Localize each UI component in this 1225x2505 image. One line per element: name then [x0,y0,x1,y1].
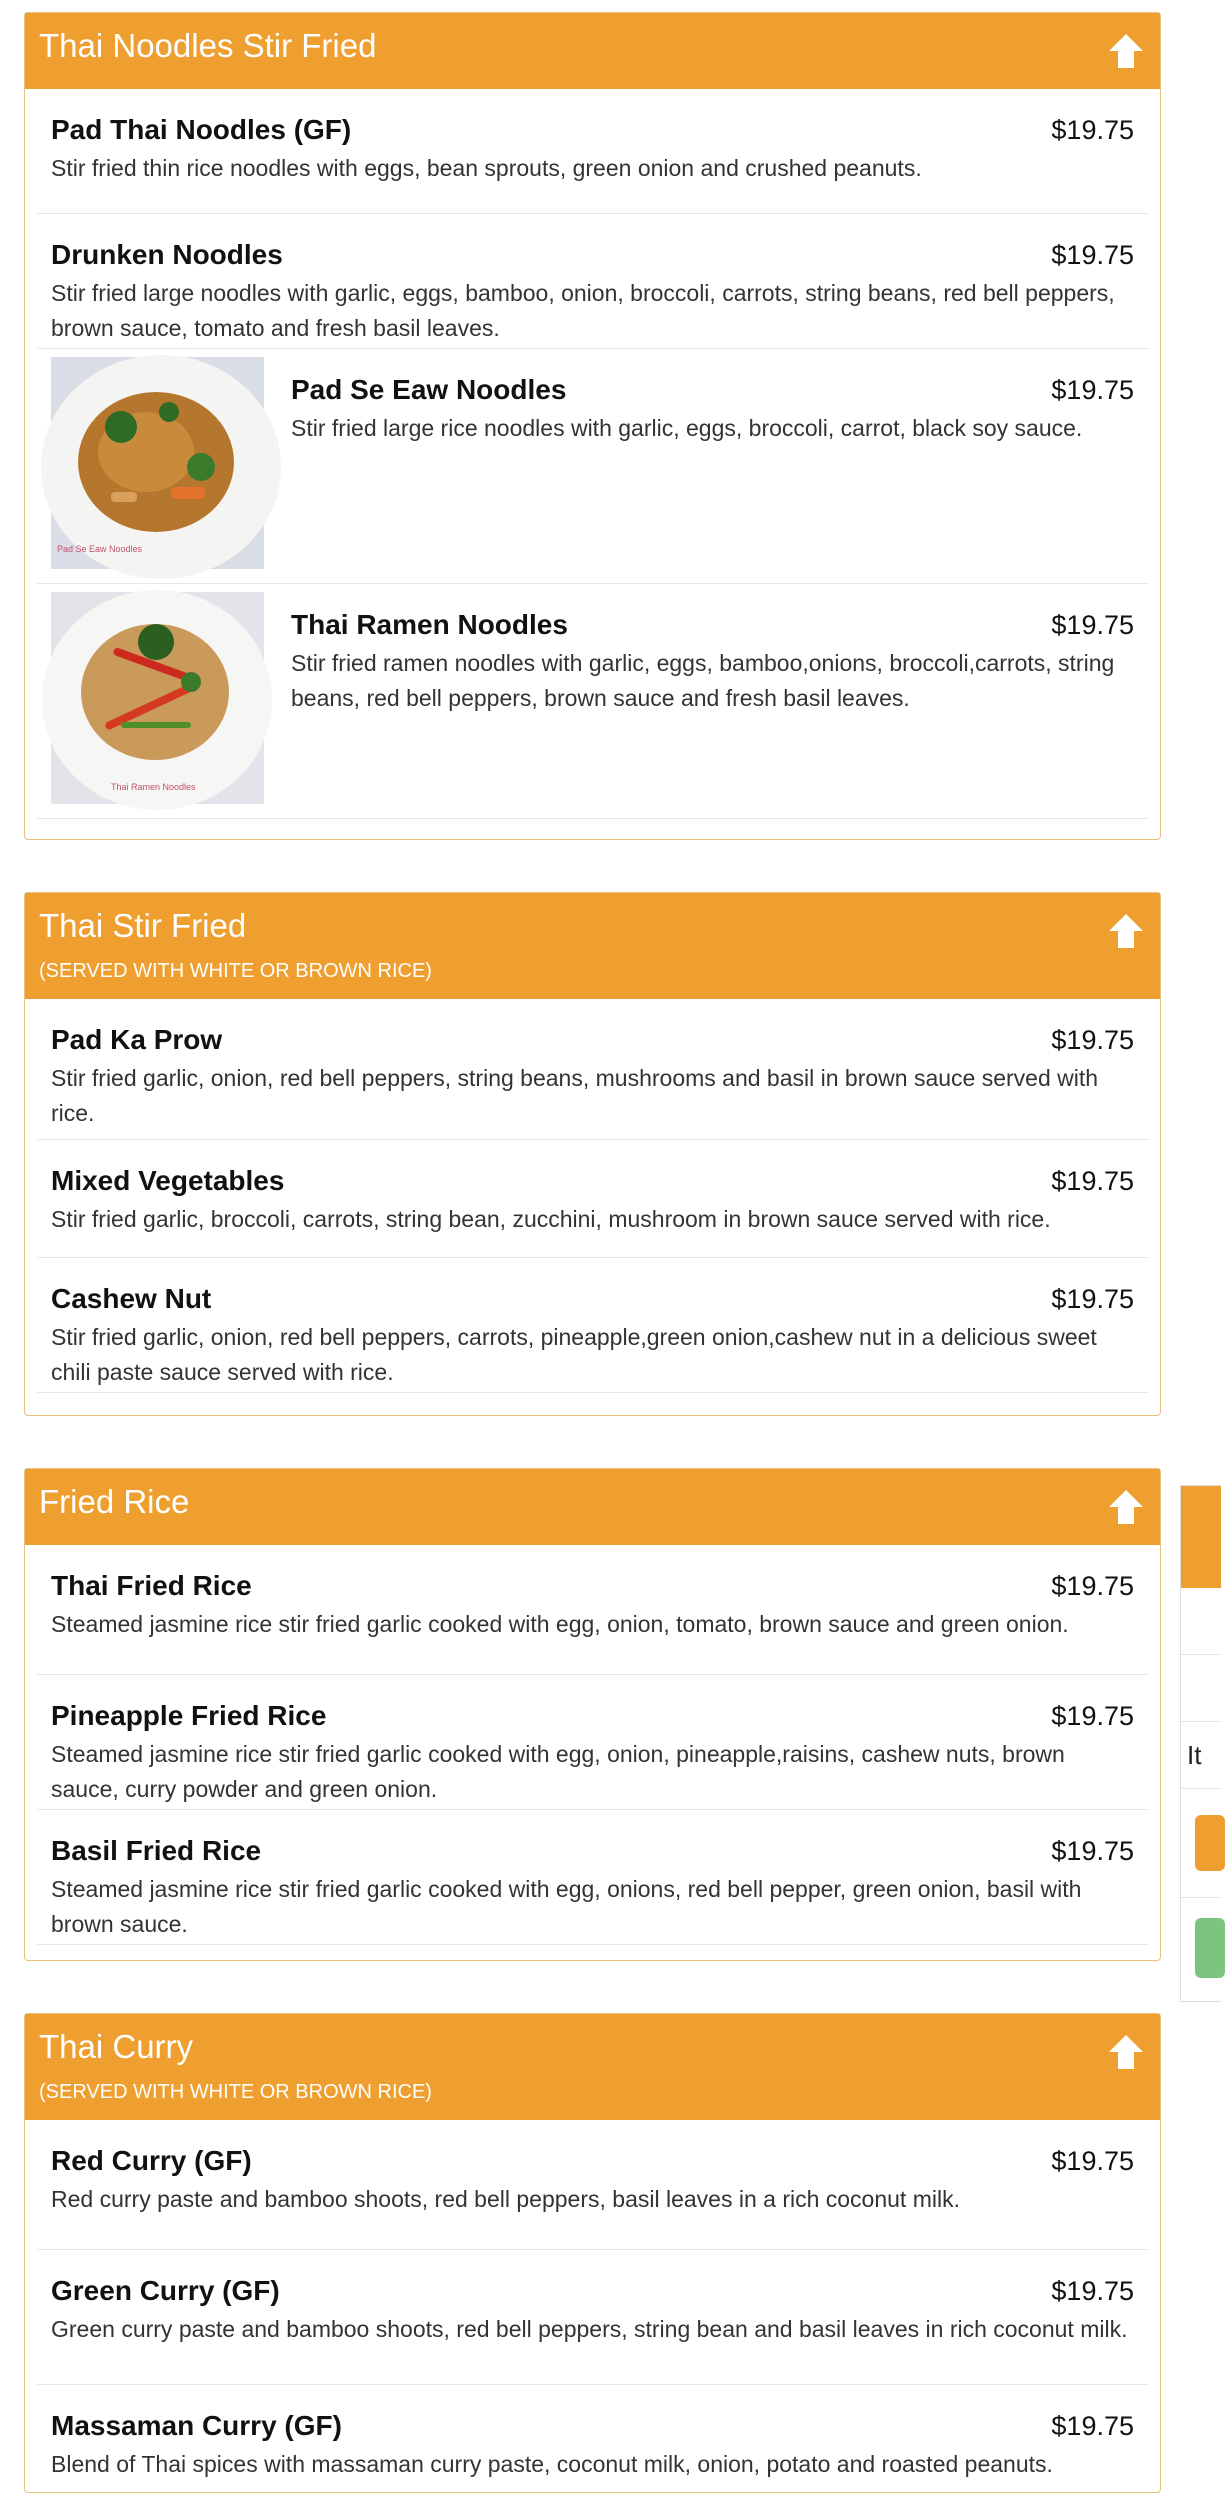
item-name: Cashew Nut [51,1283,212,1314]
side-panel-divider [1181,1588,1221,1655]
item-price: $19.75 [1051,1701,1134,1731]
item-name: Massaman Curry (GF) [51,2410,342,2441]
menu-item[interactable] [37,1810,1148,1945]
menu-item[interactable] [37,1258,1148,1393]
item-price: $19.75 [1051,375,1134,405]
item-name: Pad Se Eaw Noodles [291,374,567,405]
menu-item[interactable] [37,1545,1148,1675]
item-name: Thai Ramen Noodles [291,609,568,640]
item-price: $19.75 [1051,1836,1134,1866]
side-green-button[interactable] [1195,1918,1225,1978]
section-title: Thai Noodles Stir Fried [39,27,377,64]
item-price: $19.75 [1051,1025,1134,1055]
side-orange-button[interactable] [1195,1815,1225,1871]
menu-item[interactable] [37,1140,1148,1258]
menu-item[interactable] [37,2120,1148,2250]
item-name: Drunken Noodles [51,239,283,270]
section-header[interactable] [25,2014,1160,2120]
item-description: Steamed jasmine rice stir fried garlic cooked with egg, onion, tomato, brown sauce and green onion. [51,1611,1069,1637]
item-description: Stir fried large rice noodles with garlic, eggs, broccoli, carrot, black soy sauce. [291,415,1083,441]
section-header[interactable] [25,893,1160,999]
side-panel-divider [1181,1655,1221,1722]
side-panel-row [1181,1898,1221,1998]
item-name: Green Curry (GF) [51,2275,280,2306]
section-title: Thai Curry [39,2028,194,2065]
item-description: Stir fried thin rice noodles with eggs, bean sprouts, green onion and crushed peanuts. [51,155,922,181]
item-price: $19.75 [1051,240,1134,270]
menu-item[interactable] [37,2250,1148,2385]
menu-item[interactable] [37,214,1148,349]
item-name: Red Curry (GF) [51,2145,252,2176]
item-description: Green curry paste and bamboo shoots, red bell peppers, string bean and basil leaves in rich coconut milk. [51,2316,1128,2342]
item-price: $19.75 [1051,1166,1134,1196]
arrow-up-icon[interactable] [1106,1487,1146,1527]
menu-item[interactable] [37,1675,1148,1810]
item-description: Stir fried large noodles with garlic, eggs, bamboo, onion, broccoli, carrots, string beans, red bell peppers, brown sauce, tomato and fresh basil leaves. [51,280,1115,341]
side-panel-text: It [1181,1722,1221,1789]
image-caption: Thai Ramen Noodles [111,782,196,792]
item-name: Pad Ka Prow [51,1024,223,1055]
item-name: Pineapple Fried Rice [51,1700,327,1731]
section-subtitle: (SERVED WITH WHITE OR BROWN RICE) [39,2081,432,2103]
side-panel-header [1181,1486,1221,1588]
menu-items [25,999,1160,1393]
menu-item[interactable] [37,999,1148,1140]
item-price: $19.75 [1051,610,1134,640]
item-description: Blend of Thai spices with massaman curry paste, coconut milk, onion, potato and roasted peanuts. [51,2451,1053,2477]
section-header[interactable] [25,13,1160,89]
item-price: $19.75 [1051,115,1134,145]
item-description: Red curry paste and bamboo shoots, red bell peppers, basil leaves in a rich coconut milk. [51,2186,960,2212]
side-order-panel[interactable] [1180,1485,1221,2002]
dish-image[interactable] [51,592,264,804]
side-panel-row [1181,1789,1221,1898]
item-name: Basil Fried Rice [51,1835,262,1866]
menu-items [25,1545,1160,1945]
section-subtitle: (SERVED WITH WHITE OR BROWN RICE) [39,960,432,982]
item-description: Steamed jasmine rice stir fried garlic cooked with egg, onions, red bell pepper, green onion, basil with brown sauce. [51,1876,1082,1937]
section-title: Fried Rice [39,1483,190,1520]
item-name: Mixed Vegetables [51,1165,285,1196]
menu-section-thai-curry [24,2013,1161,2493]
arrow-up-icon[interactable] [1106,911,1146,951]
item-description: Stir fried garlic, onion, red bell peppers, string beans, mushrooms and basil in brown sauce served with rice. [51,1065,1099,1126]
arrow-up-icon[interactable] [1106,31,1146,71]
item-description: Stir fried garlic, onion, red bell peppers, carrots, pineapple,green onion,cashew nut in a delicious sweet chili paste sauce served with rice. [51,1324,1097,1385]
item-price: $19.75 [1051,1571,1134,1601]
section-title: Thai Stir Fried [39,907,247,944]
item-name: Thai Fried Rice [51,1570,252,1601]
item-price: $19.75 [1051,2276,1134,2306]
item-description: Stir fried garlic, broccoli, carrots, string bean, zucchini, mushroom in brown sauce served with rice. [51,1206,1051,1232]
item-description: Stir fried ramen noodles with garlic, eggs, bamboo,onions, broccoli,carrots, string beans, red bell peppers, brown sauce and fresh basil leaves. [291,650,1115,711]
item-price: $19.75 [1051,2411,1134,2441]
image-caption: Pad Se Eaw Noodles [57,544,143,554]
arrow-up-icon[interactable] [1106,2032,1146,2072]
menu-item[interactable] [37,349,1148,584]
item-description: Steamed jasmine rice stir fried garlic cooked with egg, onion, pineapple,raisins, cashew nuts, brown sauce, curry powder and green onion. [51,1741,1065,1802]
menu-item[interactable] [37,584,1148,819]
menu-section-thai-stir-fried [24,892,1161,1416]
menu-items [25,2120,1160,2505]
item-name: Pad Thai Noodles (GF) [51,114,352,145]
menu-items [25,89,1160,819]
menu-section-thai-noodles [24,12,1161,840]
menu-section-fried-rice [24,1468,1161,1961]
item-price: $19.75 [1051,1284,1134,1314]
section-header[interactable] [25,1469,1160,1545]
dish-image[interactable] [51,357,264,569]
menu-item[interactable] [37,89,1148,214]
item-price: $19.75 [1051,2146,1134,2176]
menu-item[interactable] [37,2385,1148,2505]
